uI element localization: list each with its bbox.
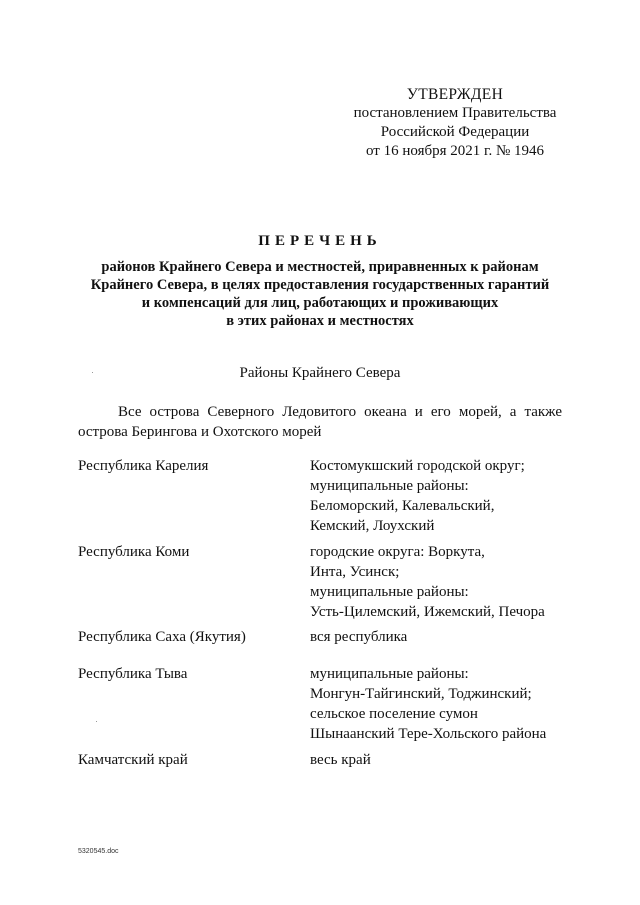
region-line: Костомукшский городской округ;	[310, 458, 525, 474]
region-line: сельское поселение сумон	[310, 706, 478, 722]
region-line: Беломорский, Калевальский,	[310, 498, 495, 514]
region-name: Республика Карелия	[78, 458, 209, 474]
subtitle-line-4: в этих районах и местностях	[226, 313, 414, 329]
region-name: Республика Саха (Якутия)	[78, 629, 246, 645]
region-line: муниципальные районы:	[310, 584, 469, 600]
region-description	[310, 750, 570, 770]
region-name: Камчатский край	[78, 752, 188, 768]
region-line: Монгун-Тайгинский, Тоджинский;	[310, 686, 532, 702]
approval-line-1: постановлением Правительства	[353, 105, 557, 121]
region-name: Республика Тыва	[78, 666, 188, 682]
subtitle-line-1: районов Крайнего Севера и местностей, приравненных к районам	[101, 259, 539, 275]
region-line: Шынаанский Тере-Хольского района	[310, 726, 547, 742]
region-name: Республика Коми	[78, 544, 190, 560]
region-description	[310, 627, 570, 647]
file-reference: 5320545.doc	[78, 848, 119, 855]
scan-speck	[96, 721, 97, 722]
approval-stamp	[340, 85, 570, 161]
region-line: вся республика	[310, 629, 408, 645]
intro-paragraph: Все острова Северного Ледовитого океана и его морей, а также острова Берингова и Охотского морей	[78, 404, 562, 440]
scan-speck	[92, 372, 93, 373]
approval-title: УТВЕРЖДЕН	[406, 86, 504, 103]
region-line: городские округа: Воркута,	[310, 544, 485, 560]
approval-line-2: Российской Федерации	[380, 124, 530, 140]
region-description	[310, 542, 570, 622]
region-description	[310, 664, 570, 744]
approval-line-3: от 16 ноября 2021 г. № 1946	[365, 143, 545, 159]
document-title: ПЕРЕЧЕНЬ	[258, 233, 382, 249]
document-subtitle	[60, 258, 580, 330]
section-heading: Районы Крайнего Севера	[239, 365, 401, 381]
region-line: весь край	[310, 752, 371, 768]
subtitle-line-3: и компенсаций для лиц, работающих и проживающих	[141, 295, 499, 311]
region-description	[310, 456, 570, 536]
region-line: Усть-Цилемский, Ижемский, Печора	[310, 604, 545, 620]
subtitle-line-2: Крайнего Севера, в целях предоставления государственных гарантий	[90, 277, 550, 293]
region-line: Кемский, Лоухский	[310, 518, 435, 534]
region-line: Инта, Усинск;	[310, 564, 400, 580]
region-line: муниципальные районы:	[310, 478, 469, 494]
region-line: муниципальные районы:	[310, 666, 469, 682]
